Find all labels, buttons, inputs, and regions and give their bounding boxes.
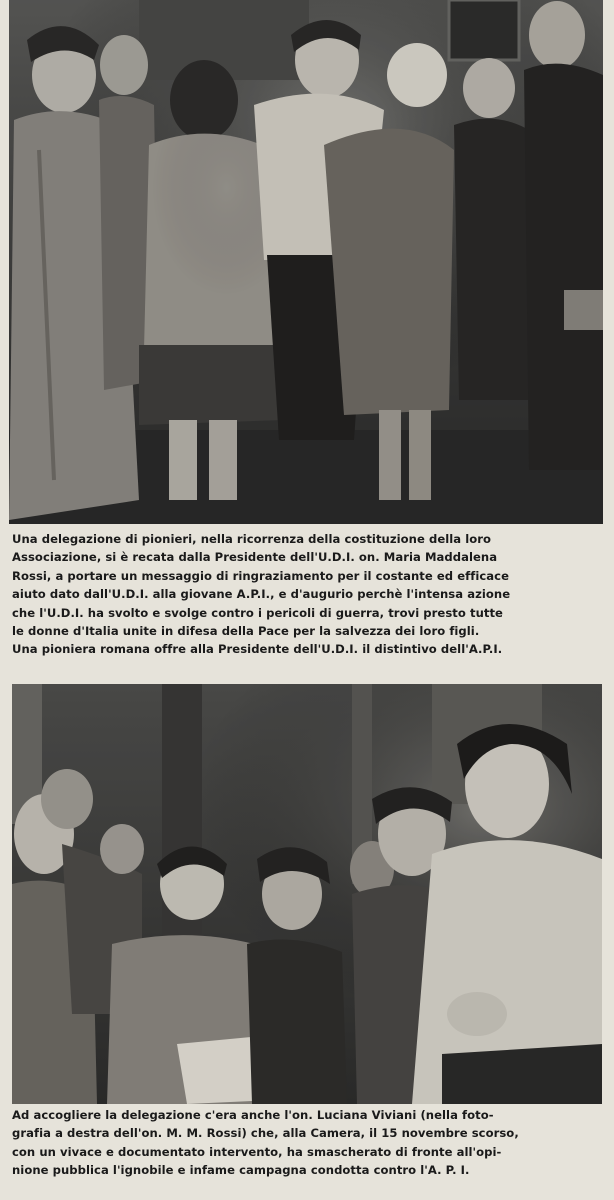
photo-group-pioneers-icon (9, 0, 603, 524)
top-photo (9, 0, 603, 524)
bottom-caption-line: con un vivace e documentato intervento, ha smascherato di fronte all'opi- (12, 1144, 502, 1159)
top-caption (12, 530, 602, 659)
top-caption-line: che l'U.D.I. ha svolto e svolge contro i pericoli di guerra, trovi presto tutte (12, 605, 503, 620)
bottom-caption-line: nione pubblica l'ignobile e infame campagna condotta contro l'A. P. I. (12, 1163, 470, 1178)
top-caption-line: Associazione, si è recata dalla Presidente dell'U.D.I. on. Maria Maddalena (12, 550, 498, 565)
top-caption-line: Una pioniera romana offre alla Presidente dell'U.D.I. il distintivo dell'A.P.I. (12, 642, 503, 657)
top-caption-line: le donne d'Italia unite in difesa della Pace per la salvezza dei loro figli. (12, 624, 480, 639)
top-caption-line: Una delegazione di pionieri, nella ricorrenza della costituzione della loro (12, 532, 492, 546)
photo-group-delegation-icon (12, 684, 602, 1104)
bottom-caption-line: grafia a destra dell'on. M. M. Rossi) che, alla Camera, il 15 novembre scorso, (12, 1126, 519, 1141)
bottom-photo (12, 684, 602, 1104)
bottom-caption-line: Ad accogliere la delegazione c'era anche l'on. Luciana Viviani (nella foto- (12, 1108, 494, 1122)
bottom-caption (12, 1106, 602, 1180)
top-caption-line: aiuto dato dall'U.D.I. alla giovane A.P.I., e d'augurio perchè l'intensa azione (12, 587, 511, 602)
top-caption-line: Rossi, a portare un messaggio di ringraziamento per il costante ed efficace (12, 568, 510, 583)
